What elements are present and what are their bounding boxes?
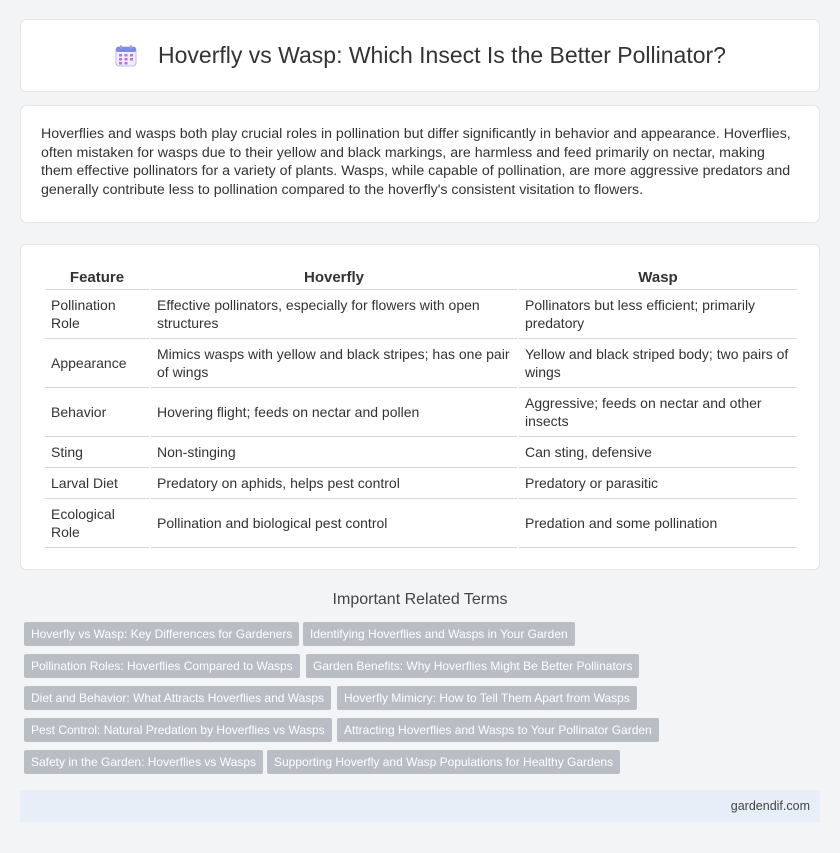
- related-term-link[interactable]: Pest Control: Natural Predation by Hoverflies vs Wasps: [24, 718, 332, 742]
- footer-site-link[interactable]: gardendif.com: [730, 799, 810, 813]
- column-header-hoverfly: Hoverfly: [151, 262, 517, 290]
- table-cell: Aggressive; feeds on nectar and other insects: [519, 388, 797, 437]
- page-header: [20, 19, 820, 92]
- table-row: [45, 437, 797, 468]
- table-cell: Ecological Role: [45, 499, 149, 548]
- related-term-link[interactable]: Diet and Behavior: What Attracts Hoverflies and Wasps: [24, 686, 331, 710]
- related-terms-title: Important Related Terms: [332, 591, 508, 608]
- table-cell: Effective pollinators, especially for flowers with open structures: [151, 290, 517, 339]
- table-row: [45, 339, 797, 388]
- related-term-link[interactable]: Safety in the Garden: Hoverflies vs Wasps: [24, 750, 263, 774]
- table-cell: Yellow and black striped body; two pairs of wings: [519, 339, 797, 388]
- table-row: [45, 499, 797, 548]
- table-row: [45, 468, 797, 499]
- calendar-icon: [114, 44, 138, 68]
- related-term-link[interactable]: Attracting Hoverflies and Wasps to Your Pollinator Garden: [337, 718, 659, 742]
- intro-paragraph: Hoverflies and wasps both play crucial roles in pollination but differ significantly in behavior and appearance. Hoverflies, often mistaken for wasps due to their yellow and black markings, are harmless and feed primarily on nectar, making them effective pollinators for a variety of plants. Wasps, while capable of pollination, are more aggressive predators and generally contribute less to pollination compared to the hoverfly's consistent visitation to flowers.: [41, 126, 791, 198]
- column-header-feature: Feature: [45, 262, 149, 290]
- table-cell: Predation and some pollination: [519, 499, 797, 548]
- related-term-link[interactable]: Identifying Hoverflies and Wasps in Your Garden: [303, 622, 575, 646]
- table-cell: Predatory or parasitic: [519, 468, 797, 499]
- related-term-link[interactable]: Hoverfly Mimicry: How to Tell Them Apart from Wasps: [337, 686, 637, 710]
- table-header-row: [45, 262, 797, 290]
- table-cell: Predatory on aphids, helps pest control: [151, 468, 517, 499]
- table-cell: Pollinators but less efficient; primarily predatory: [519, 290, 797, 339]
- table-cell: Pollination Role: [45, 290, 149, 339]
- table-row: [45, 290, 797, 339]
- intro-section: [20, 105, 820, 223]
- table-cell: Pollination and biological pest control: [151, 499, 517, 548]
- table-cell: Larval Diet: [45, 468, 149, 499]
- column-header-wasp: Wasp: [519, 262, 797, 290]
- table-cell: Non-stinging: [151, 437, 517, 468]
- related-term-link[interactable]: Pollination Roles: Hoverflies Compared to Wasps: [24, 654, 300, 678]
- table-cell: Sting: [45, 437, 149, 468]
- table-cell: Mimics wasps with yellow and black stripes; has one pair of wings: [151, 339, 517, 388]
- related-term-link[interactable]: Garden Benefits: Why Hoverflies Might Be Better Pollinators: [306, 654, 639, 678]
- table-cell: Behavior: [45, 388, 149, 437]
- table-cell: Hovering flight; feeds on nectar and pollen: [151, 388, 517, 437]
- page-title: Hoverfly vs Wasp: Which Insect Is the Better Pollinator?: [158, 42, 726, 68]
- related-term-link[interactable]: Hoverfly vs Wasp: Key Differences for Gardeners: [24, 622, 299, 646]
- comparison-table: [43, 262, 799, 548]
- comparison-table-card: [20, 244, 820, 570]
- table-row: [45, 388, 797, 437]
- table-cell: Appearance: [45, 339, 149, 388]
- footer: [20, 790, 820, 822]
- table-cell: Can sting, defensive: [519, 437, 797, 468]
- related-term-link[interactable]: Supporting Hoverfly and Wasp Populations for Healthy Gardens: [267, 750, 620, 774]
